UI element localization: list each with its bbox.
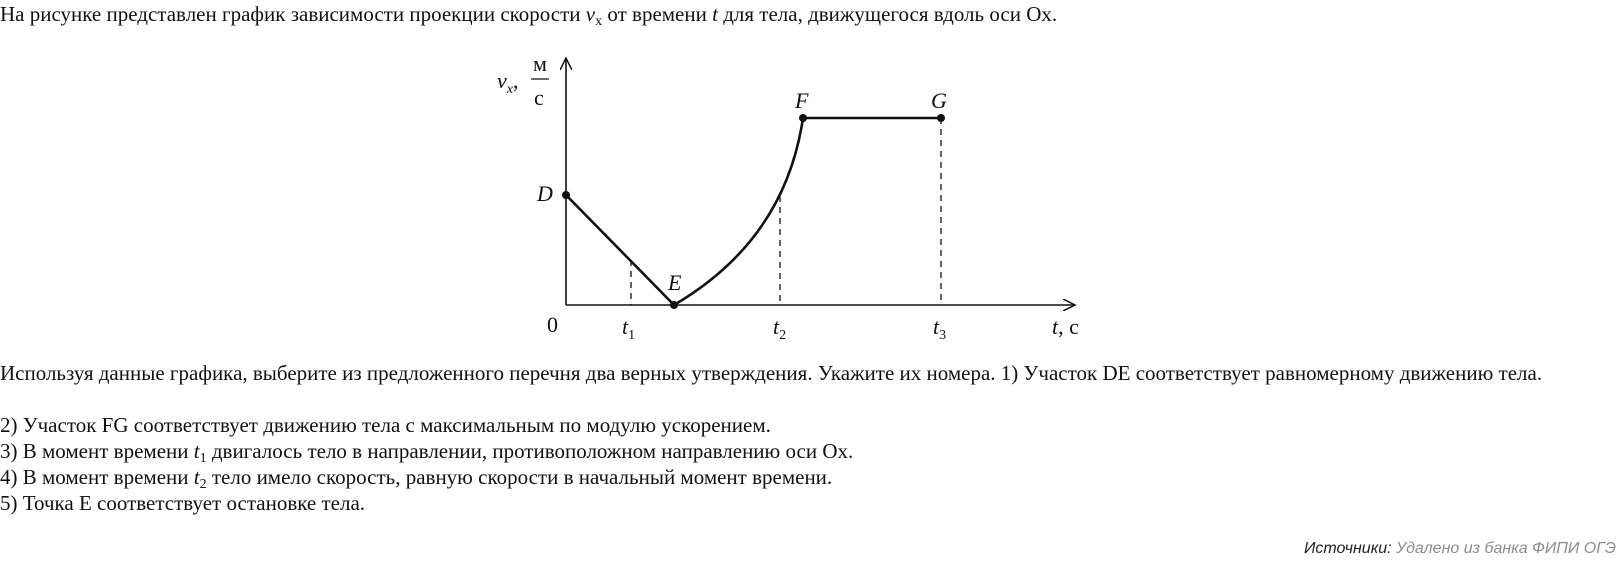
point-E-marker	[670, 301, 678, 309]
point-F-marker	[799, 114, 807, 122]
intro-text-3: для тела, движущегося вдоль оси Ox.	[717, 2, 1058, 26]
point-D-label: D	[537, 181, 553, 206]
intro-text-2: от времени	[602, 2, 713, 26]
option-3-var: $t_1$	[193, 439, 207, 466]
point-F-label: F	[795, 88, 809, 113]
tick-label-t1: $t_1$	[622, 314, 636, 343]
task-question: Используя данные графика, выберите из предложенного перечня два верных утверждения. Укажите их номера. 1) Участок DE соответствует равномерному движению тела.	[0, 361, 1543, 385]
point-G-label: G	[931, 88, 947, 113]
option-3: 3) В момент времени $t_1$ двигалось тело в направлении, противоположном направлению оси Ox.	[0, 439, 854, 466]
tick-label-t2: $t_2$	[773, 314, 787, 343]
option-2: 2) Участок FG соответствует движению тела с максимальным по модулю ускорением.	[0, 413, 771, 437]
velocity-time-graph	[497, 50, 1105, 350]
y-axis-unit-numerator: м	[533, 51, 547, 76]
segment-EF	[674, 118, 803, 305]
y-axis-label: $v_x$,	[497, 68, 519, 97]
source-label: Источники:	[1303, 540, 1392, 557]
option-4-var: $t_2$	[193, 465, 207, 492]
source-note	[1304, 540, 1616, 558]
point-E-label: E	[668, 270, 682, 295]
segment-DE	[566, 195, 674, 305]
option-4: 4) В момент времени $t_2$ тело имело скорость, равную скорости в начальный момент времени.	[0, 465, 833, 492]
option-5: 5) Точка E соответствует остановке тела.	[0, 491, 366, 515]
intro-var-v: $v_x$	[585, 2, 603, 29]
point-G-marker	[937, 114, 945, 122]
point-D-marker	[562, 191, 570, 199]
tick-label-t3: $t_3$	[933, 314, 947, 343]
intro-var-t: t	[712, 2, 718, 26]
intro-text-1: На рисунке представлен график зависимости проекции скорости	[0, 2, 586, 26]
x-axis-label: t, с	[1052, 314, 1079, 339]
source-value: Удалено из банка ФИПИ ОГЭ	[1391, 540, 1616, 557]
origin-label: 0	[547, 312, 558, 337]
task-intro	[0, 1, 1057, 27]
y-axis-unit-denominator: с	[534, 85, 544, 110]
